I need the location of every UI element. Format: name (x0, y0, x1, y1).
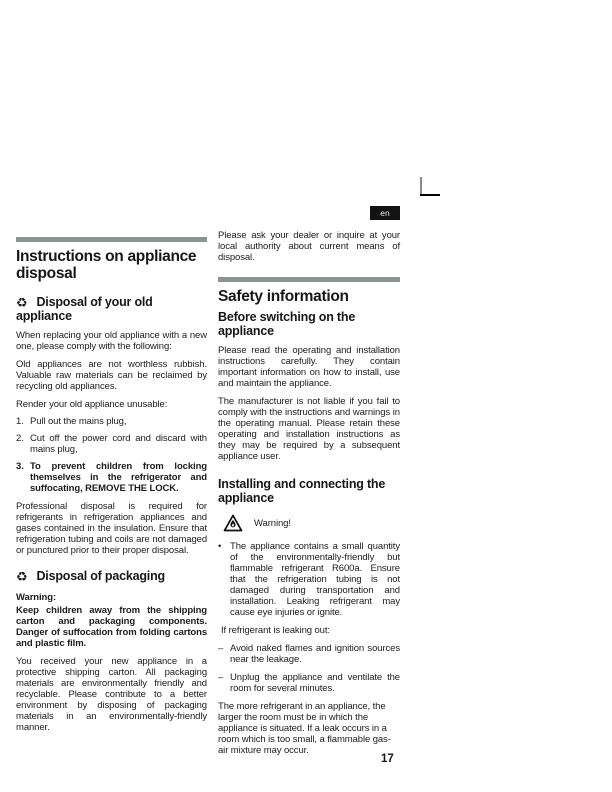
warning-row (223, 514, 400, 532)
list-item-number: 3. (16, 461, 24, 472)
dash-item-text: Avoid naked flames and ignition sources near the leakage. (230, 643, 400, 665)
dash-item-text: Unplug the appliance and ventilate the room for several minutes. (230, 672, 400, 694)
section-title-disposal: Instructions on appliance disposal (16, 248, 197, 282)
list-item (16, 461, 207, 494)
paragraph-replacing-appliance: When replacing your old appliance with a new one, please comply with the following: (16, 330, 207, 352)
paragraph-ask-dealer: Please ask your dealer or inquire at your local authority about current means of disposal. (218, 230, 400, 263)
warning-label: Warning: (16, 591, 57, 603)
paragraph-professional-disposal: Professional disposal is required for refrigerants in refrigeration appliances and gases contained in the insulation. Ensure that refrigeration tubing and coils are not damaged or punctured prior to their proper disposal. (16, 501, 207, 556)
paragraph-old-appliances-rubbish: Old appliances are not worthless rubbish. Valuable raw materials can be reclaimed by recycling old appliances. (16, 359, 207, 392)
section-title-safety: Safety information (218, 288, 349, 305)
heading-disposal-old-appliance (16, 295, 207, 323)
flame-warning-triangle-icon (223, 514, 243, 532)
section-rule-safety (218, 277, 400, 282)
list-item-number: 2. (16, 433, 24, 444)
heading-disposal-packaging (16, 569, 207, 584)
paragraph-render-unusable: Render your old appliance unusable: (16, 399, 168, 410)
section-rule-left (16, 237, 207, 242)
paragraph-more-refrigerant: The more refrigerant in an appliance, the larger the room must be in which the appliance is situated. If a leak occurs in a room which is too small, a flammable gas-air mixture may occur. (218, 701, 391, 756)
bullet-item-text: The appliance contains a small quantity of the environmentally-friendly but flammable refrigerant R600a. Ensure that the refrigeration tubing is not damaged during transportation and installation. Leaking refrigerant may cause eye injuries or ignite. (230, 541, 400, 618)
recycle-icon: ♻ (16, 295, 28, 310)
warning-text-packaging: Keep children away from the shipping carton and packaging components. Danger of suffocation from folding cartons and plastic film. (16, 604, 207, 649)
list-item (16, 416, 207, 427)
crop-mark-horizontal (420, 194, 440, 196)
dash-item (218, 672, 400, 694)
crop-mark-vertical (420, 177, 422, 195)
language-badge: en (370, 206, 400, 220)
middle-column (218, 206, 400, 756)
dash-item (218, 643, 400, 665)
page-number: 17 (381, 753, 394, 765)
recycle-icon: ♻ (16, 569, 28, 584)
disposal-steps-list (16, 416, 207, 494)
paragraph-shipping-carton: You received your new appliance in a protective shipping carton. All packaging materials are environmentally friendly and recyclable. Please contribute to a better environment by disposing of packaging materials in an environmentally-friendly manner. (16, 655, 207, 733)
heading-installing-connecting: Installing and connecting the appliance (218, 477, 386, 505)
list-item-number: 1. (16, 416, 24, 427)
list-item-text: Cut off the power cord and discard with mains plug, (30, 433, 207, 455)
language-badge-row (218, 206, 400, 220)
list-item-text: To prevent children from locking themselves in the refrigerator and suffocating, REMOVE THE LOCK. (30, 461, 207, 494)
left-column (16, 237, 207, 733)
heading-disposal-packaging-text: Disposal of packaging (36, 569, 165, 583)
paragraph-leak-intro: If refrigerant is leaking out: (221, 625, 330, 636)
list-item-text: Pull out the mains plug, (30, 416, 127, 427)
paragraph-manufacturer-liability: The manufacturer is not liable if you fail to comply with the instructions and warnings in the operating manual. Please retain these operating and installation instructions as they may be required by a subsequent appliance user. (218, 396, 400, 462)
bullet-marker: • (218, 541, 222, 552)
list-item (16, 433, 207, 455)
dash-marker: – (218, 672, 224, 683)
heading-disposal-old-appliance-text: Disposal of your old appliance (16, 295, 153, 323)
paragraph-read-instructions: Please read the operating and installation instructions carefully. They contain important information on how to install, use and maintain the appliance. (218, 345, 400, 389)
bullet-item-refrigerant (218, 541, 400, 618)
dash-marker: – (218, 643, 224, 654)
heading-before-switching: Before switching on the appliance (218, 310, 356, 338)
warning-label: Warning! (254, 517, 291, 529)
